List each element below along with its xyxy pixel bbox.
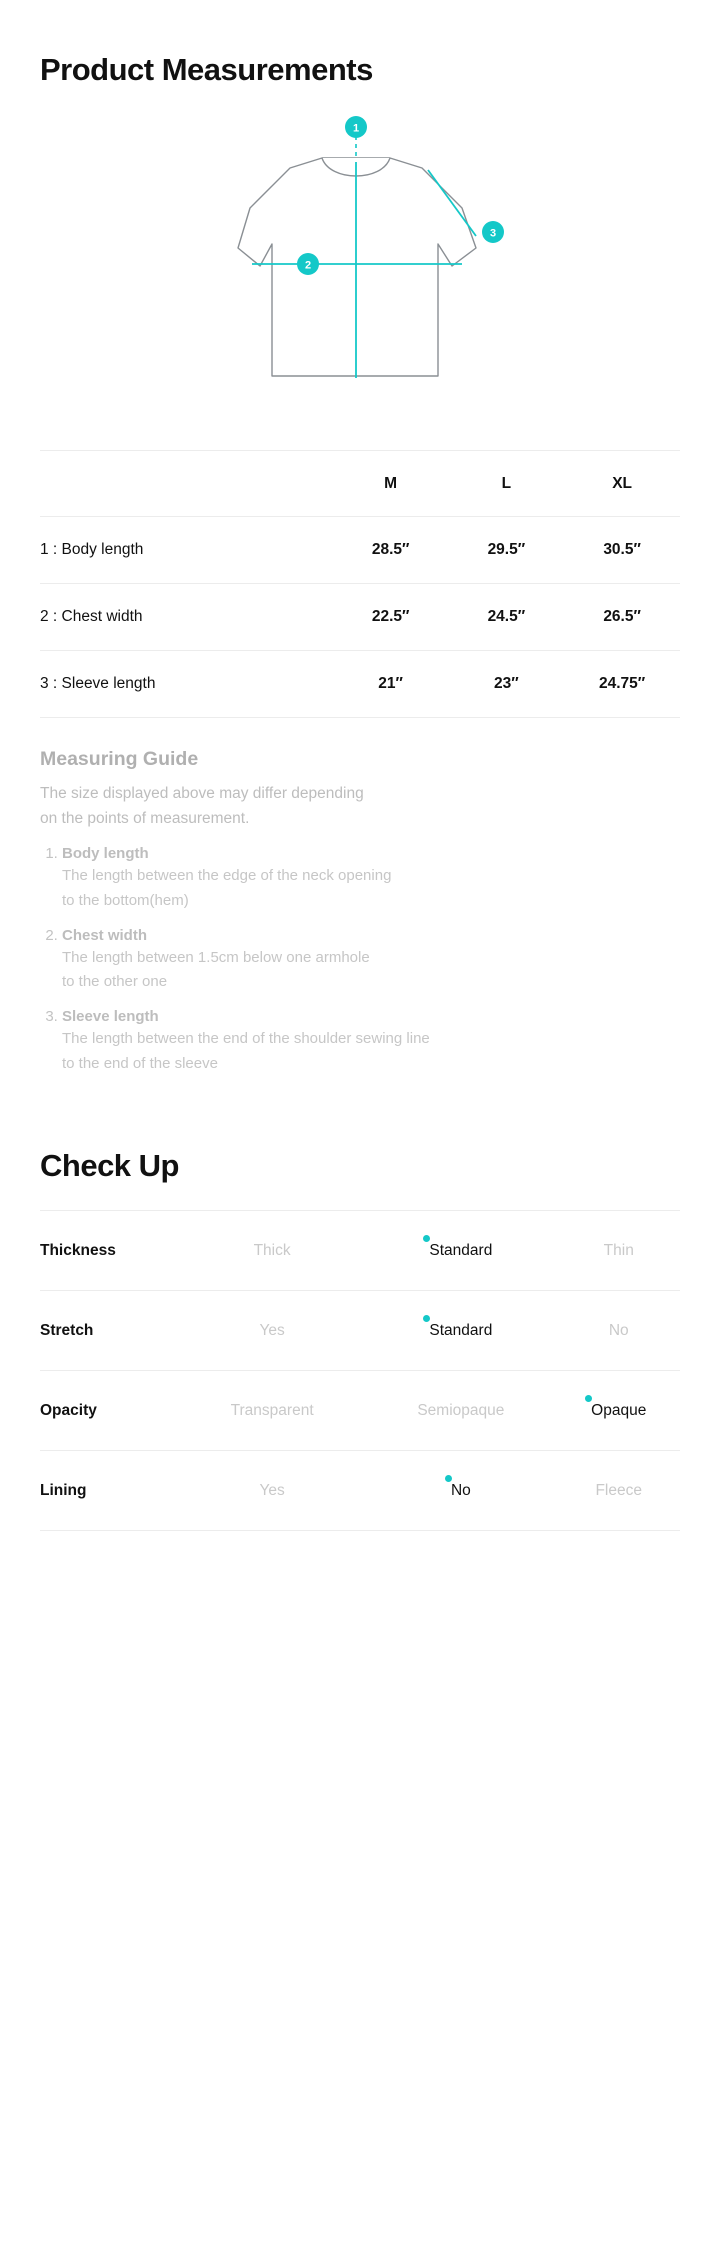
checkup-option-label: Semiopaque xyxy=(417,1401,505,1419)
checkup-option-lining-2[interactable] xyxy=(557,1451,680,1531)
chest-width-xl: 26.5″ xyxy=(564,584,680,651)
checkup-option-label: Thin xyxy=(603,1241,634,1259)
checkup-option-label: No xyxy=(450,1481,471,1499)
measurements-header-l: L xyxy=(449,451,565,517)
checkup-option-label: Yes xyxy=(259,1481,285,1499)
guide-item-desc-line1: The length between the edge of the neck opening xyxy=(62,867,392,885)
sleeve-length-xl: 24.75″ xyxy=(564,651,680,718)
checkup-option-label: Standard xyxy=(429,1241,493,1259)
measurements-table-body xyxy=(40,517,680,718)
checkup-option-lining-0[interactable] xyxy=(180,1451,364,1531)
measurements-table-head xyxy=(40,451,680,517)
measurements-header-empty xyxy=(40,451,333,517)
sleeve-length-m: 21″ xyxy=(333,651,449,718)
measuring-guide-heading: Measuring Guide xyxy=(40,748,199,770)
tshirt-diagram-svg xyxy=(190,116,530,416)
checkup-title: Check Up xyxy=(40,1148,179,1183)
table-row xyxy=(40,1291,680,1371)
measurements-header-m: M xyxy=(333,451,449,517)
checkup-option-label: Transparent xyxy=(230,1401,314,1419)
checkup-option-lining-1[interactable] xyxy=(364,1451,557,1531)
bottom-spacer xyxy=(40,1531,680,1651)
measuring-guide-intro xyxy=(40,781,680,831)
chest-width-l: 24.5″ xyxy=(449,584,565,651)
body-length-xl: 30.5″ xyxy=(564,517,680,584)
checkup-option-opacity-0[interactable] xyxy=(180,1371,364,1451)
measuring-guide xyxy=(40,718,680,1076)
guide-item-desc-line2: to the other one xyxy=(62,973,168,991)
checkup-option-label: Yes xyxy=(259,1321,285,1339)
checkup-label-lining: Lining xyxy=(40,1481,87,1499)
table-row xyxy=(40,1451,680,1531)
measuring-guide-list xyxy=(40,845,680,1076)
checkup-option-thickness-2[interactable] xyxy=(557,1211,680,1291)
measurements-table xyxy=(40,450,680,718)
list-item xyxy=(62,927,680,995)
measuring-guide-intro-line2: on the points of measurement. xyxy=(40,810,250,828)
list-item xyxy=(62,1008,680,1076)
table-row xyxy=(40,517,680,584)
checkup-option-stretch-0[interactable] xyxy=(180,1291,364,1371)
checkup-label-opacity: Opacity xyxy=(40,1401,97,1419)
measurements-header-xl: XL xyxy=(564,451,680,517)
body-length-l: 29.5″ xyxy=(449,517,565,584)
table-row xyxy=(40,584,680,651)
guide-item-desc-line1: The length between 1.5cm below one armhole xyxy=(62,948,370,966)
checkup-option-label: Opaque xyxy=(591,1401,647,1419)
checkup-table-body xyxy=(40,1211,680,1531)
guide-item-title-sleeve-length: 3. Sleeve length xyxy=(62,1008,159,1026)
chest-width-m: 22.5″ xyxy=(333,584,449,651)
checkup-option-thickness-1[interactable] xyxy=(364,1211,557,1291)
guide-item-desc-line2: to the bottom(hem) xyxy=(62,891,189,909)
checkup-option-opacity-2[interactable] xyxy=(557,1371,680,1451)
checkup-option-thickness-0[interactable] xyxy=(180,1211,364,1291)
table-row xyxy=(40,1211,680,1291)
page-title: Product Measurements xyxy=(40,52,373,87)
checkup-option-label: Standard xyxy=(429,1321,493,1339)
checkup-label-thickness: Thickness xyxy=(40,1241,116,1259)
checkup-option-opacity-1[interactable] xyxy=(364,1371,557,1451)
guide-item-title-body-length: 1. Body length xyxy=(62,845,149,863)
table-row xyxy=(40,1371,680,1451)
checkup-option-stretch-1[interactable] xyxy=(364,1291,557,1371)
list-item xyxy=(62,845,680,913)
measurements-header-row xyxy=(40,451,680,517)
sleeve-length-l: 23″ xyxy=(449,651,565,718)
checkup-option-stretch-2[interactable] xyxy=(557,1291,680,1371)
measuring-guide-intro-line1: The size displayed above may differ depending xyxy=(40,785,364,802)
guide-item-desc-line1: The length between the end of the shoulder sewing line xyxy=(62,1030,430,1048)
row-label-body-length: 1 : Body length xyxy=(40,517,333,584)
shirt-outline xyxy=(238,158,476,376)
body-length-m: 28.5″ xyxy=(333,517,449,584)
row-label-sleeve-length: 3 : Sleeve length xyxy=(40,651,333,718)
guide-item-desc-line2: to the end of the sleeve xyxy=(62,1054,218,1072)
tshirt-measurement-diagram xyxy=(40,96,680,436)
marker-2-label: 2 xyxy=(304,259,312,272)
checkup-option-label: No xyxy=(608,1321,629,1339)
marker-1-label: 1 xyxy=(352,122,360,135)
checkup-table xyxy=(40,1210,680,1531)
checkup-option-label: Thick xyxy=(253,1241,291,1259)
checkup-option-label: Fleece xyxy=(595,1481,642,1499)
marker-3-label: 3 xyxy=(489,227,497,240)
row-label-chest-width: 2 : Chest width xyxy=(40,584,333,651)
guide-item-title-chest-width: 2. Chest width xyxy=(62,926,147,944)
checkup-label-stretch: Stretch xyxy=(40,1321,94,1339)
table-row xyxy=(40,651,680,718)
